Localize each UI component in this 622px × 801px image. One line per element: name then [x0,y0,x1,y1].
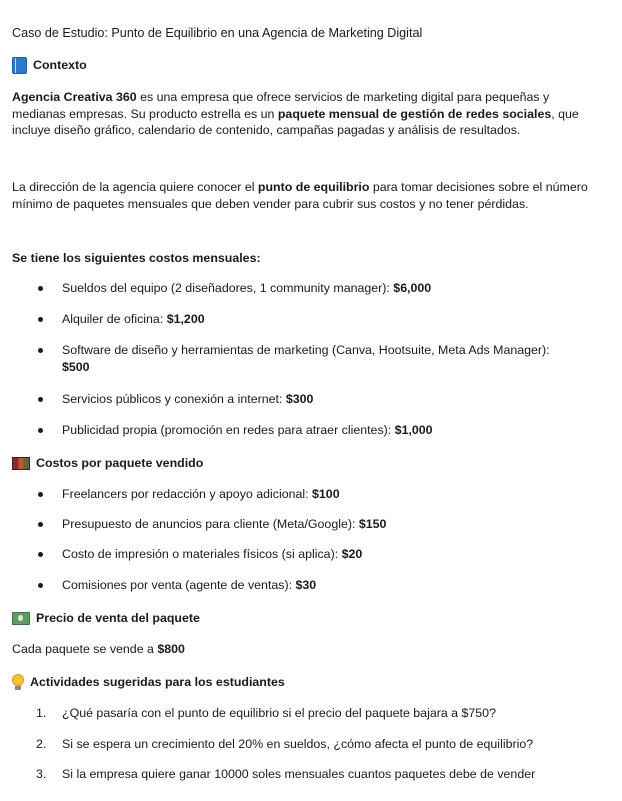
item-value: $150 [358,517,387,531]
list-item [12,486,562,503]
item-label: Costo de impresión o materiales físicos (si aplica): [62,547,342,561]
variable-costs-heading: Costos por paquete vendido [36,456,204,470]
item-number: 3. [36,767,47,781]
product-name: paquete mensual de gestión de redes sociales [277,106,552,121]
item-value: $30 [295,578,317,592]
item-value: $100 [312,487,340,501]
list-item [12,516,562,533]
item-label: Alquiler de oficina: [62,312,167,326]
item-text: ¿Qué pasaría con el punto de equilibrio si el precio del paquete bajara a $750? [62,706,496,720]
blue-book-icon [12,57,27,74]
price-paragraph [12,641,604,658]
list-item [12,422,562,439]
activities-heading: Actividades sugeridas para los estudiantes [30,675,285,689]
section-contexto-heading: Contexto [33,58,87,73]
item-label: Publicidad propia (promoción en redes para atraer clientes): [62,423,395,437]
section-precio [12,610,200,627]
item-number: 2. [36,737,47,751]
section-contexto [12,57,87,74]
item-value: $300 [285,392,314,406]
list-item [12,280,562,297]
list-item [12,342,552,375]
item-label: Software de diseño y herramientas de marketing (Canva, Hootsuite, Meta Ads Manager): [62,343,550,357]
item-value: $500 [62,359,90,374]
fixed-costs-heading: Se tiene los siguientes costos mensuales: [12,251,261,265]
price-text: Cada paquete se vende a [12,642,158,656]
section-costos-variables [12,455,203,472]
item-value: $20 [341,547,363,561]
p2-text-a: La dirección de la agencia quiere conocer el [12,180,258,194]
item-text: Si se espera un crecimiento del 20% en sueldos, ¿cómo afecta el punto de equilibrio? [62,737,534,751]
p2-text-c: para tomar decisiones sobre el número mínimo de paquetes mensuales que deben vender para cubrir sus costos y no tener pérdidas. [12,180,588,211]
item-label: Servicios públicos y conexión a internet: [62,392,286,406]
p1-text-b: es una empresa que ofrece servicios de marketing digital para pequeñas y medianas empresas. Su producto estrella es un [12,90,550,121]
item-label: Comisiones por venta (agente de ventas): [62,578,296,592]
item-value: $6,000 [393,281,432,295]
item-label: Presupuesto de anuncios para cliente (Meta/Google): [62,517,359,531]
boxes-icon [12,457,30,470]
company-name: Agencia Creativa 360 [12,90,137,104]
item-value: $1,200 [166,312,205,326]
price-heading: Precio de venta del paquete [36,611,200,625]
item-number: 1. [36,706,47,720]
p1-text-d: , que incluye diseño gráfico, calendario de contenido, campañas pagadas y análisis de resultados. [12,106,579,138]
list-item [12,546,562,563]
list-item [12,311,562,328]
section-actividades [12,674,285,691]
money-icon [12,612,30,625]
contexto-paragraph-2 [12,179,604,212]
item-value: $1,000 [394,423,433,437]
list-item [12,577,562,594]
contexto-paragraph-1 [12,89,604,139]
item-label: Freelancers por redacción y apoyo adicional: [62,487,313,501]
price-value: $800 [157,642,185,656]
item-label: Sueldos del equipo (2 diseñadores, 1 community manager): [62,281,394,295]
list-item [12,391,562,408]
break-even-term: punto de equilibrio [257,180,370,194]
lightbulb-icon [12,674,24,690]
item-text: Si la empresa quiere ganar 10000 soles mensuales cuantos paquetes debe de vender [62,767,536,781]
document-title: Caso de Estudio: Punto de Equilibrio en una Agencia de Marketing Digital [12,26,423,40]
